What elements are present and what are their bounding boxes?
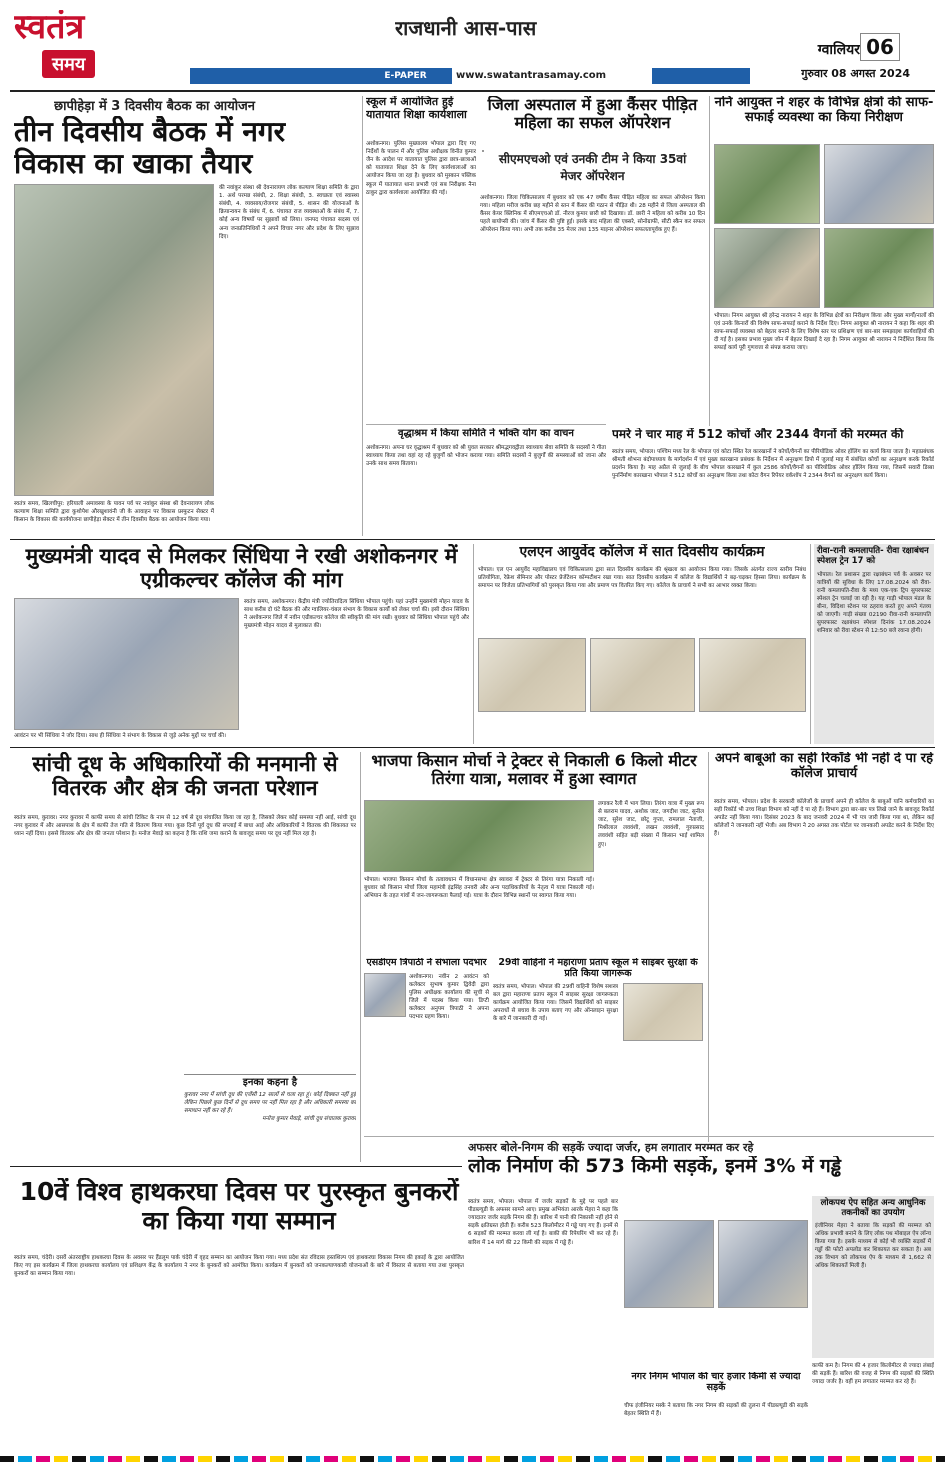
headline: 29वीं वाहिनी ने महाराणा प्रताप स्कूल में साइबर सुरक्षा के प्रति किया जागरूक <box>498 958 698 979</box>
story-college-records <box>714 752 934 1142</box>
body: अशोकनगर। अपना घर वृद्धाश्रम में बुधवार को श्री युवल सरकार श्रीमद्भगवद्गीता स्वाध्याय सेवा समिति के सदस्यों ने गीता स्वाध्याय किया तथा वहां रह रहे बुजुर्गों को भोजन कराया गया। समिति सदस्यों ने बुजुर्गों की समस्याओं को जाना और उनके साथ समय बिताया। <box>366 445 606 468</box>
subhead-body: चीफ इंजीनियर मस्के ने बताया कि नगर निगम की सड़कों की तुलना में पीडब्ल्यूडी की सड़कें बेहतर स्थिति में हैं। <box>624 1403 808 1418</box>
subhead-nigam: नगर निगम भोपाल की चार हजार किमी से ज्यादा सड़कें <box>631 1372 801 1393</box>
divider <box>708 752 709 1142</box>
photo-officer-2 <box>718 1220 808 1308</box>
body: भोपाल। भाजपा किसान मोर्चा के तत्वावधान में विधानसभा क्षेत्र ब्यावरा में ट्रेक्टर से तिरंगा यात्रा निकाली गई। बुधवार को किसान मोर्चा जिला महामंत्री इंद्रसिंह तनवरी और अन्य पदाधिकारियों के नेतृत्व में यात्रा निकाली गई। अभियान के तहत गांवों में जन-जागरूकता फैलाई गई। यात्रा के दौरान विभिन्न स्थानों पर स्वागत किया गया। <box>364 877 594 900</box>
photo-meeting <box>14 184 214 496</box>
photo-inspection-3 <box>714 228 820 308</box>
photo-inspection-2 <box>824 144 934 224</box>
headline: मुख्यमंत्री यादव से मिलकर सिंधिया ने रखी अशोकनगर में एग्रीकल्चर कॉलेज की मांग <box>25 544 458 593</box>
caption: स्वतंत्र समय, खिलचीपुर: हरियाली अमावस्या के पावन पर्व पर नवांकुर संस्था श्री देवनारायण लोक कल्याण शिक्षा समिति द्वारा कुशोपेश औरखुशावंनी जी के आवाहन पर विकास प्रस्फुटन सेक्टर में किसान के विकास की कार्ययोजना छापीहेड़ा सेक्टर में तीन दिवसीय बैठक का आयोजन किया गया। <box>14 501 214 524</box>
logo-line2: समय <box>42 50 95 78</box>
headline: ननि आयुक्त ने शहर के विभिन्न क्षेत्रों की साफ-सफाई व्यवस्था का किया निरीक्षण <box>714 96 934 125</box>
quote-body: कुरावर नगर में सांची दूध की एजेंसी 12 सालों से चला रहा हूं। कोई दिक्कत नहीं हुई लेकिन पिछले कुछ दिनों से दूध समय पर नहीं मिल रहा है और अधिकारी समस्या का समाधान नहीं कर रहे हैं। <box>184 1091 356 1114</box>
divider <box>360 752 361 1162</box>
row-rule <box>10 539 935 540</box>
story-scindia-college <box>14 544 469 744</box>
divider <box>473 544 474 744</box>
kicker: छापीहेड़ा में 3 दिवसीय बैठक का आयोजन <box>54 99 255 114</box>
headline: पमरे ने चार माह में 512 कोचों और 2344 वैगनों की मरम्मत की <box>612 428 904 441</box>
story-cyber-awareness <box>493 958 703 1076</box>
divider <box>709 96 710 426</box>
masthead-rule <box>10 90 935 92</box>
divider <box>362 96 363 536</box>
row-rule <box>10 747 935 748</box>
body: भोपाल। निगम आयुक्त श्री हरेन्द्र नारायन ने शहर के विभिन्न क्षेत्रों का निरीक्षण किया और मुख्य मार्गों/नालों की एवं उनके किनारों की विशेष साफ-सफाई कराने के निर्देश दिए। निगम आयुक्त श्री नारायन ने कहा कि शहर की साफ-सफाई व्यवस्था को बेहतर बनाने के लिए विशेष स्तर पर प्रशिक्षण एवं बार-बार समझाइश कार्यवाहियों की दी गई है। इसका प्रभाव मुख्य जोन में बेहतर दिखाई दे रहा है। निगम आयुक्त श्री नारायन ने निर्देशित किया कि सफाई कार्य पूरी गुणवत्ता से संपन्न कराया जाए। <box>714 313 934 352</box>
subhead: सीएमएचओ एवं उनकी टीम ने किया 35वां मेजर ऑपरेशन <box>498 152 687 183</box>
epaper-badge[interactable]: E-PAPER <box>384 71 427 81</box>
story-lokpath-app <box>812 1196 934 1358</box>
divider <box>366 424 606 425</box>
story-tiranga-yatra <box>364 752 704 952</box>
story-wcr-coaches <box>612 428 934 536</box>
kicker: अफसर बोले-निगम की सड़कें ज्यादा जर्जर, हम लगातार मरम्मत कर रहे <box>468 1141 754 1154</box>
story-old-age-home <box>366 428 606 536</box>
headline: लोकपथ ऐप सहित अन्य आधुनिक तकनीकों का उपयोग <box>820 1198 926 1218</box>
body: स्वतंत्र समय, भोपाल। भोपाल की 29वीं वाहिनी विशेष सशस्त्र बल द्वारा महाराणा प्रताप स्कूल में साइबर सुरक्षा जागरूकता कार्यक्रम आयोजित किया गया। जिसमें विद्यार्थियों को साइबर अपराधों से बचाव के उपाय बताए गए और ऑनलाइन सुरक्षा के बारे में जानकारी दी गई। <box>493 983 618 1023</box>
story-handloom-day <box>14 1170 464 1450</box>
body: स्वतंत्र समय, भोपाल। पश्चिम मध्य रेल के भोपाल एवं कोटा स्थित रेल कारखानों ने कोचों/वैगनों का पीरियोडिक ओवर हॉलिंग का कार्य किया जाता है। महाप्रबंधक श्रीमती शोभना बंदोपाध्याय के मार्गदर्शन में एवं मुख्य कारखाना प्रबंधक के निर्देशन में अनुरक्षण डिपो में जुलाई माह में संबंधित कोचों का अनुरक्षण करके रिकॉर्ड प्रदर्शन किया है। माह अप्रैल से जुलाई के बीच भोपाल कारखाने में कुल 2586 कोचों/वैगनों का पीरियोडिक ओवर हॉलिंग किया गया, जिसमें सवारी डिब्बा पुनर्निर्माण कारखाना भोपाल ने 512 कोचों का अनुरक्षण किया तथा कोटा वैगन रिपेयर वर्कशॉप ने 2344 वैगनों का अनुरक्षण कार्य किया। <box>612 449 934 480</box>
story-sdm-charge <box>364 958 489 1076</box>
body: अशोकनगर। जिला चिकित्सालय में बुधवार को एक 47 वर्षीय कैंसर पीड़ित महिला का सफल ऑपरेशन किया गया। महिला मरीज करीब छह महीने से स्तन में कैंसर की गठान से पीड़ित थी। 28 महीने से जिला अस्पताल की कैंसर केयर क्लिनिक में सीएमएचओ डॉ. नीरज कुमार छारी को दिखाया। डॉ. छारी ने महिला को करीब 10 दिन पहले बायोप्सी की। जांच में कैंसर की पुष्टि हुई। इसके बाद महिला की एक्सरे, सोनोग्राफी, सीटी स्कैन कर सफल ऑपरेशन किया गया। अभी तक करीब 35 मेजर तथा 135 माइनर ऑपरेशन सफलतापूर्वक हुए हैं। <box>480 195 705 234</box>
headline: जिला अस्पताल में हुआ कैंसर पीड़ित महिला का सफल ऑपरेशन <box>487 96 698 133</box>
body: की नवांकुर संस्था श्री देवनारायण लोक कल्याण शिक्षा समिति के द्वारा 1. अर्थ परमन्न संबंधी, 2. शिक्षा संबंधी, 3. स्वच्छता एवं स्वास्थ्य संबंधी, 4. व्यवसाय/रोजगार संबंधी, 5. शासन की योजनाओं के क्रियान्वयन के संबंध में, 6. पंचायत राज व्यवस्थाओं के संबंध में, 7. कोई अन्य विषयों पर सुझावों को लिया। जनपद पंचायत सदस्य एवं अन्य जनप्रतिनिधियों ने अपने विचार नगर और प्रदेश के लिए सुझाव दिए। <box>219 185 359 240</box>
divider <box>364 1136 934 1137</box>
headline: वृद्धाश्रम में किया समिति ने भक्ति योग का वाचन <box>398 428 574 439</box>
photo-scindia-cm <box>14 598 239 730</box>
photo-cyber <box>623 983 703 1041</box>
body: स्वतंत्र समय, कुरावर। नगर कुरावर में काफी समय से सांची टिकिट के नाम से 12 वर्ष से दूध संचालित किया जा रहा है, जिसको लेकर कोई समस्या नहीं आई, सांची दूध नगर कुरावर में और आसपास के क्षेत्र में काफी तेज गति से वितरण किया गया। कुछ दिनों पूर्व दूध की सप्लाई में बाधा आई और अधिकारियों ने वितरक की शिकायत पर ध्यान नहीं दिया। इससे वितरक और क्षेत्र की जनता परेशान है। मनोज मेवाड़े का कहना है कि राशि जमा कराने के बावजूद समय पर दूध नहीं मिल रहा है। <box>14 815 356 838</box>
site-url[interactable]: www.swatantrasamay.com <box>452 68 652 84</box>
date: गुरुवार 08 अगस्त 2024 <box>801 67 910 80</box>
caption: आवंटन पर भी सिंधिया ने जोर दिया। साथ ही सिंधिया ने संभाग के विकास से जुड़े अनेक मुद्दों पर चर्चा की। <box>14 733 227 739</box>
lokpath-side-body: काफी कम है। निगम की 4 हजार किलोमीटर से ज्यादा लंबाई की सड़कें हैं। बारिश की वजह से निगम की सड़कों की स्थिति ज्यादा जर्जर है। वहीं हम लगातार मरम्मत कर रहे हैं। <box>812 1363 934 1386</box>
body: अशोकनगर। नवीन 2 आवंटन को कलेक्टर सुभाष कुमार द्विवेदी द्वारा पुलिस अधीक्षक कार्यालय की सूची से जिले में पदस्थ किया गया। डिप्टी कलेक्टर अनुपम त्रिपाठी ने अपना पदभार ग्रहण किया। <box>409 973 489 1021</box>
body: भोपाल। एल एन आयुर्वेद महाविद्यालय एवं चिकित्सालय द्वारा सात दिवसीय कार्यक्रम की श्रृंखला का आयोजन किया गया। जिसके अंतर्गत राज्य स्तरीय निबंध प्रतियोगिता, रेफ्रेश सेमिनार और पोस्टर प्रेजेंटेशन कॉम्पटीशन रखा गया। सात दिवसीय कार्यक्रम में कॉलेज के विद्यार्थियों ने बढ़-चढ़कर हिस्सा लिया। कार्यक्रम के समापन पर विजेता प्रतिभागियों को पुरस्कृत किया गया और प्रमाण पत्र वितरित किए गए। कॉलेज के प्राचार्य ने सभी का आभार व्यक्त किया। <box>478 567 806 590</box>
body: स्वतंत्र समय, भोपाल। भोपाल में जर्जर सड़कों के मुद्दे पर पहले बार पीडब्ल्यूडी के अफसर सामने आए। प्रमुख अभियंता आरके मेहरा ने कहा कि ज्यादातर जर्जर सड़कें निगम की हैं। बारिश में पानी की निकासी नहीं होने से सड़कें क्षतिग्रस्त होती हैं। करीब 523 किलोमीटर में गड्ढे पाए गए हैं। इनमें से 6 सड़कों की मरम्मत करवा ली गई है। बाकी की रिपेयरिंग भी कर रहे हैं। बारिश में 14 मार्ग की 22 किमी की सड़क में गड्ढे हैं। <box>468 1199 618 1246</box>
story-rakhi-special-train <box>814 544 934 744</box>
quote-sign: मनोज कुमार मेवाड़े, सांची दूध संचालक कुरावर <box>262 1115 356 1122</box>
headline: तीन दिवसीय बैठक में नगर विकास का खाका तैयार <box>14 116 286 181</box>
photo-officer-1 <box>624 1220 714 1308</box>
body: स्वतंत्र समय, चंदेरी। दसवें अंतरराष्ट्रीय हाथकरघा दिवस के अवसर पर हैंडलूम पार्क चंदेरी में वृहद सम्मान का आयोजन किया गया। मध्य प्रदेश संत रविदास हस्तशिल्प एवं हाथकरघा विकास निगम की इकाई के द्वारा आयोजित किए गए इस कार्यक्रम में जिला हाथकरघा कार्यालय एवं प्रशिक्षण केंद्र के कार्यालय ने नगर के बुनकरों को आमंत्रित किया। कार्यक्रम में बुनकरों को जनकल्याणकारी योजनाओं के बारे में विस्तार से बताया गया तथा पुरस्कृत बुनकरों का सम्मान किया गया। <box>14 1255 464 1278</box>
story-ayurveda-college <box>478 544 806 744</box>
photo-sdm <box>364 973 406 1017</box>
logo[interactable] <box>14 10 114 84</box>
photo-tractor-rally <box>364 800 594 872</box>
print-color-strip <box>0 1456 945 1462</box>
headline: अपने बाबूओं का सही रिकॉर्ड भी नहीं दे पा रहे कॉलेज प्राचार्य <box>714 752 934 781</box>
page-number: 06 <box>860 33 900 61</box>
quote-box <box>184 1074 356 1162</box>
city-label: ग्वालियर <box>817 42 860 58</box>
side-body: लगाकर रैली में भाग लिया। तिरंगा यात्रा में मुख्य रूप से बलराम यादव, अशोक जाट, जगदीश जाट, सुनील जाट, सुरेश जाट, छोटू गुप्ता, रामलाल नेताजी, मिश्रीलाल लववंशी, लखन लववंशी, गुरुप्रसाद लववंशी सहित बड़ी संख्या में किसान भाई शामिल हुए। <box>598 801 704 848</box>
masthead <box>0 0 945 92</box>
headline: लोक निर्माण की 573 किमी सड़कें, इनमें 3% में गड्ढे <box>468 1156 842 1177</box>
body: अशोकनगर। पुलिस मुख्यालय भोपाल द्वारा दिए गए निर्देशों के पालन में और पुलिस अधीक्षक विनीत कुमार जैन के आदेश पर यातायात पुलिस द्वारा छात्र-छात्राओं को यातायात शिक्षा देने के लिए कार्यशालाओं का आयोजन किया जा रहा है। बुधवार को मुस्कान पब्लिक स्कूल में यातायात थाना प्रभारी एवं सब निरीक्षक नैना ठाकुर द्वारा कार्यशाला आयोजित की गई। <box>366 141 476 196</box>
story-cancer-operation <box>480 96 705 426</box>
story-sanitation-inspection <box>714 96 934 426</box>
photo-ayurveda-2 <box>590 638 695 712</box>
headline: एलएन आयुर्वेद कॉलेज में सात दिवसीय कार्यक्रम <box>519 544 765 560</box>
headline: भाजपा किसान मोर्चा ने ट्रेक्टर से निकाली 6 किलो मीटर तिरंगा यात्रा, मलावर में हुआ स्वागत <box>371 752 697 789</box>
body: स्वतंत्र समय, भोपाल। प्रदेश के सरकारी कॉलेजों के प्राचार्य अपने ही कॉलेज के बाबूओं यानि कर्मचारियों का सही रिकॉर्ड भी उच्च शिक्षा विभाग को नहीं दे पा रहे हैं। विभाग द्वारा बार-बार पत्र लिखे जाने के बावजूद रिकॉर्ड अपडेट नहीं किया गया। दिसंबर 2023 के बाद जनवरी 2024 में भी पत्र जारी किया गया था, लेकिन कई कॉलेजों ने जानकारी नहीं भेजी। अब विभाग ने 20 अगस्त तक पोर्टल पर जानकारी अपडेट करने के निर्देश दिए हैं। <box>714 799 934 838</box>
quote-title: इनका कहना है <box>242 1077 298 1088</box>
story-nagar-vikas <box>14 96 359 536</box>
body: स्वतंत्र समय, अशोकनगर। केंद्रीय मंत्री ज्योतिरादित्य सिंधिया भोपाल पहुंचे। यहां उन्होंने मुख्यमंत्री मोहन यादव के साथ करीब दो घंटे बैठक की और ग्वालियर-चंबल संभाग के विकास कार्यों को लेकर चर्चा की। इसी दौरान सिंधिया ने अशोकनगर जिले में नवीन एग्रीकल्चर कॉलेज की स्वीकृति की मांग रखी। बुधवार को सिंधिया भोपाल पहुंचे और मुख्यमंत्री मोहन यादव से मुलाकात की। <box>244 599 469 630</box>
photo-inspection-4 <box>824 228 934 308</box>
photo-inspection-1 <box>714 144 820 224</box>
photo-ayurveda-1 <box>478 638 586 712</box>
headline: रीवा-रानी कमलापति- रीवा रक्षाबंधन स्पेशल ट्रेन 17 को <box>817 546 929 566</box>
body: भोपाल। रेल प्रशासन द्वारा रक्षाबंधन पर्व के अवसर पर यात्रियों की सुविधा के लिए 17.08.2024 को रीवा-रानी कमलापति-रीवा के मध्य एक-एक ट्रिप सुपरफास्ट स्पेशल ट्रेन चलाई जा रही है। यह गाड़ी भोपाल मंडल के बीना, विदिशा स्टेशन पर ठहराव करते हुए अपने गंतव्य को जाएगी। गाड़ी संख्या 02190 रीवा-रानी कमलापति सुपरफास्ट रक्षाबंधन स्पेशल दिनांक 17.08.2024 शनिवार को रीवा स्टेशन से 12:50 बजे रवाना होगी। <box>817 571 931 635</box>
story-sanchi-milk <box>14 752 356 1162</box>
body: इंजीनियर मेहरा ने बताया कि सड़कों की मरम्मत को अधिक प्रभावी बनाने के लिए लोक पथ मोबाइल ऐप लॉन्च किया गया है। इसके माध्यम से कोई भी व्यक्ति सड़कों में गड्ढों की फोटो अपलोड कर शिकायत कर सकता है। अब तक विभाग को लोकपथ ऐप के माध्यम से 1,662 से अधिक शिकायतें मिली हैं। <box>815 1222 931 1270</box>
row-rule <box>10 1166 462 1167</box>
story-traffic-workshop <box>366 96 476 421</box>
section-title: राजधानी आस-पास <box>395 16 537 40</box>
headline: 10वें विश्व हाथकरघा दिवस पर पुरस्कृत बुनकरों का किया गया सम्मान <box>19 1178 459 1235</box>
headline: स्कूल में आयोजित हुई यातायात शिक्षा कार्यशाला <box>366 96 467 121</box>
headline: सांची दूध के अधिकारियों की मनमानी से वितरक और क्षेत्र की जनता परेशान <box>32 752 338 801</box>
logo-line1: स्वतंत्र <box>14 10 85 47</box>
headline: एसडीएम त्रिपाठी ने संभाला पदभार <box>366 958 487 968</box>
photo-ayurveda-3 <box>699 638 806 712</box>
divider <box>810 544 811 744</box>
